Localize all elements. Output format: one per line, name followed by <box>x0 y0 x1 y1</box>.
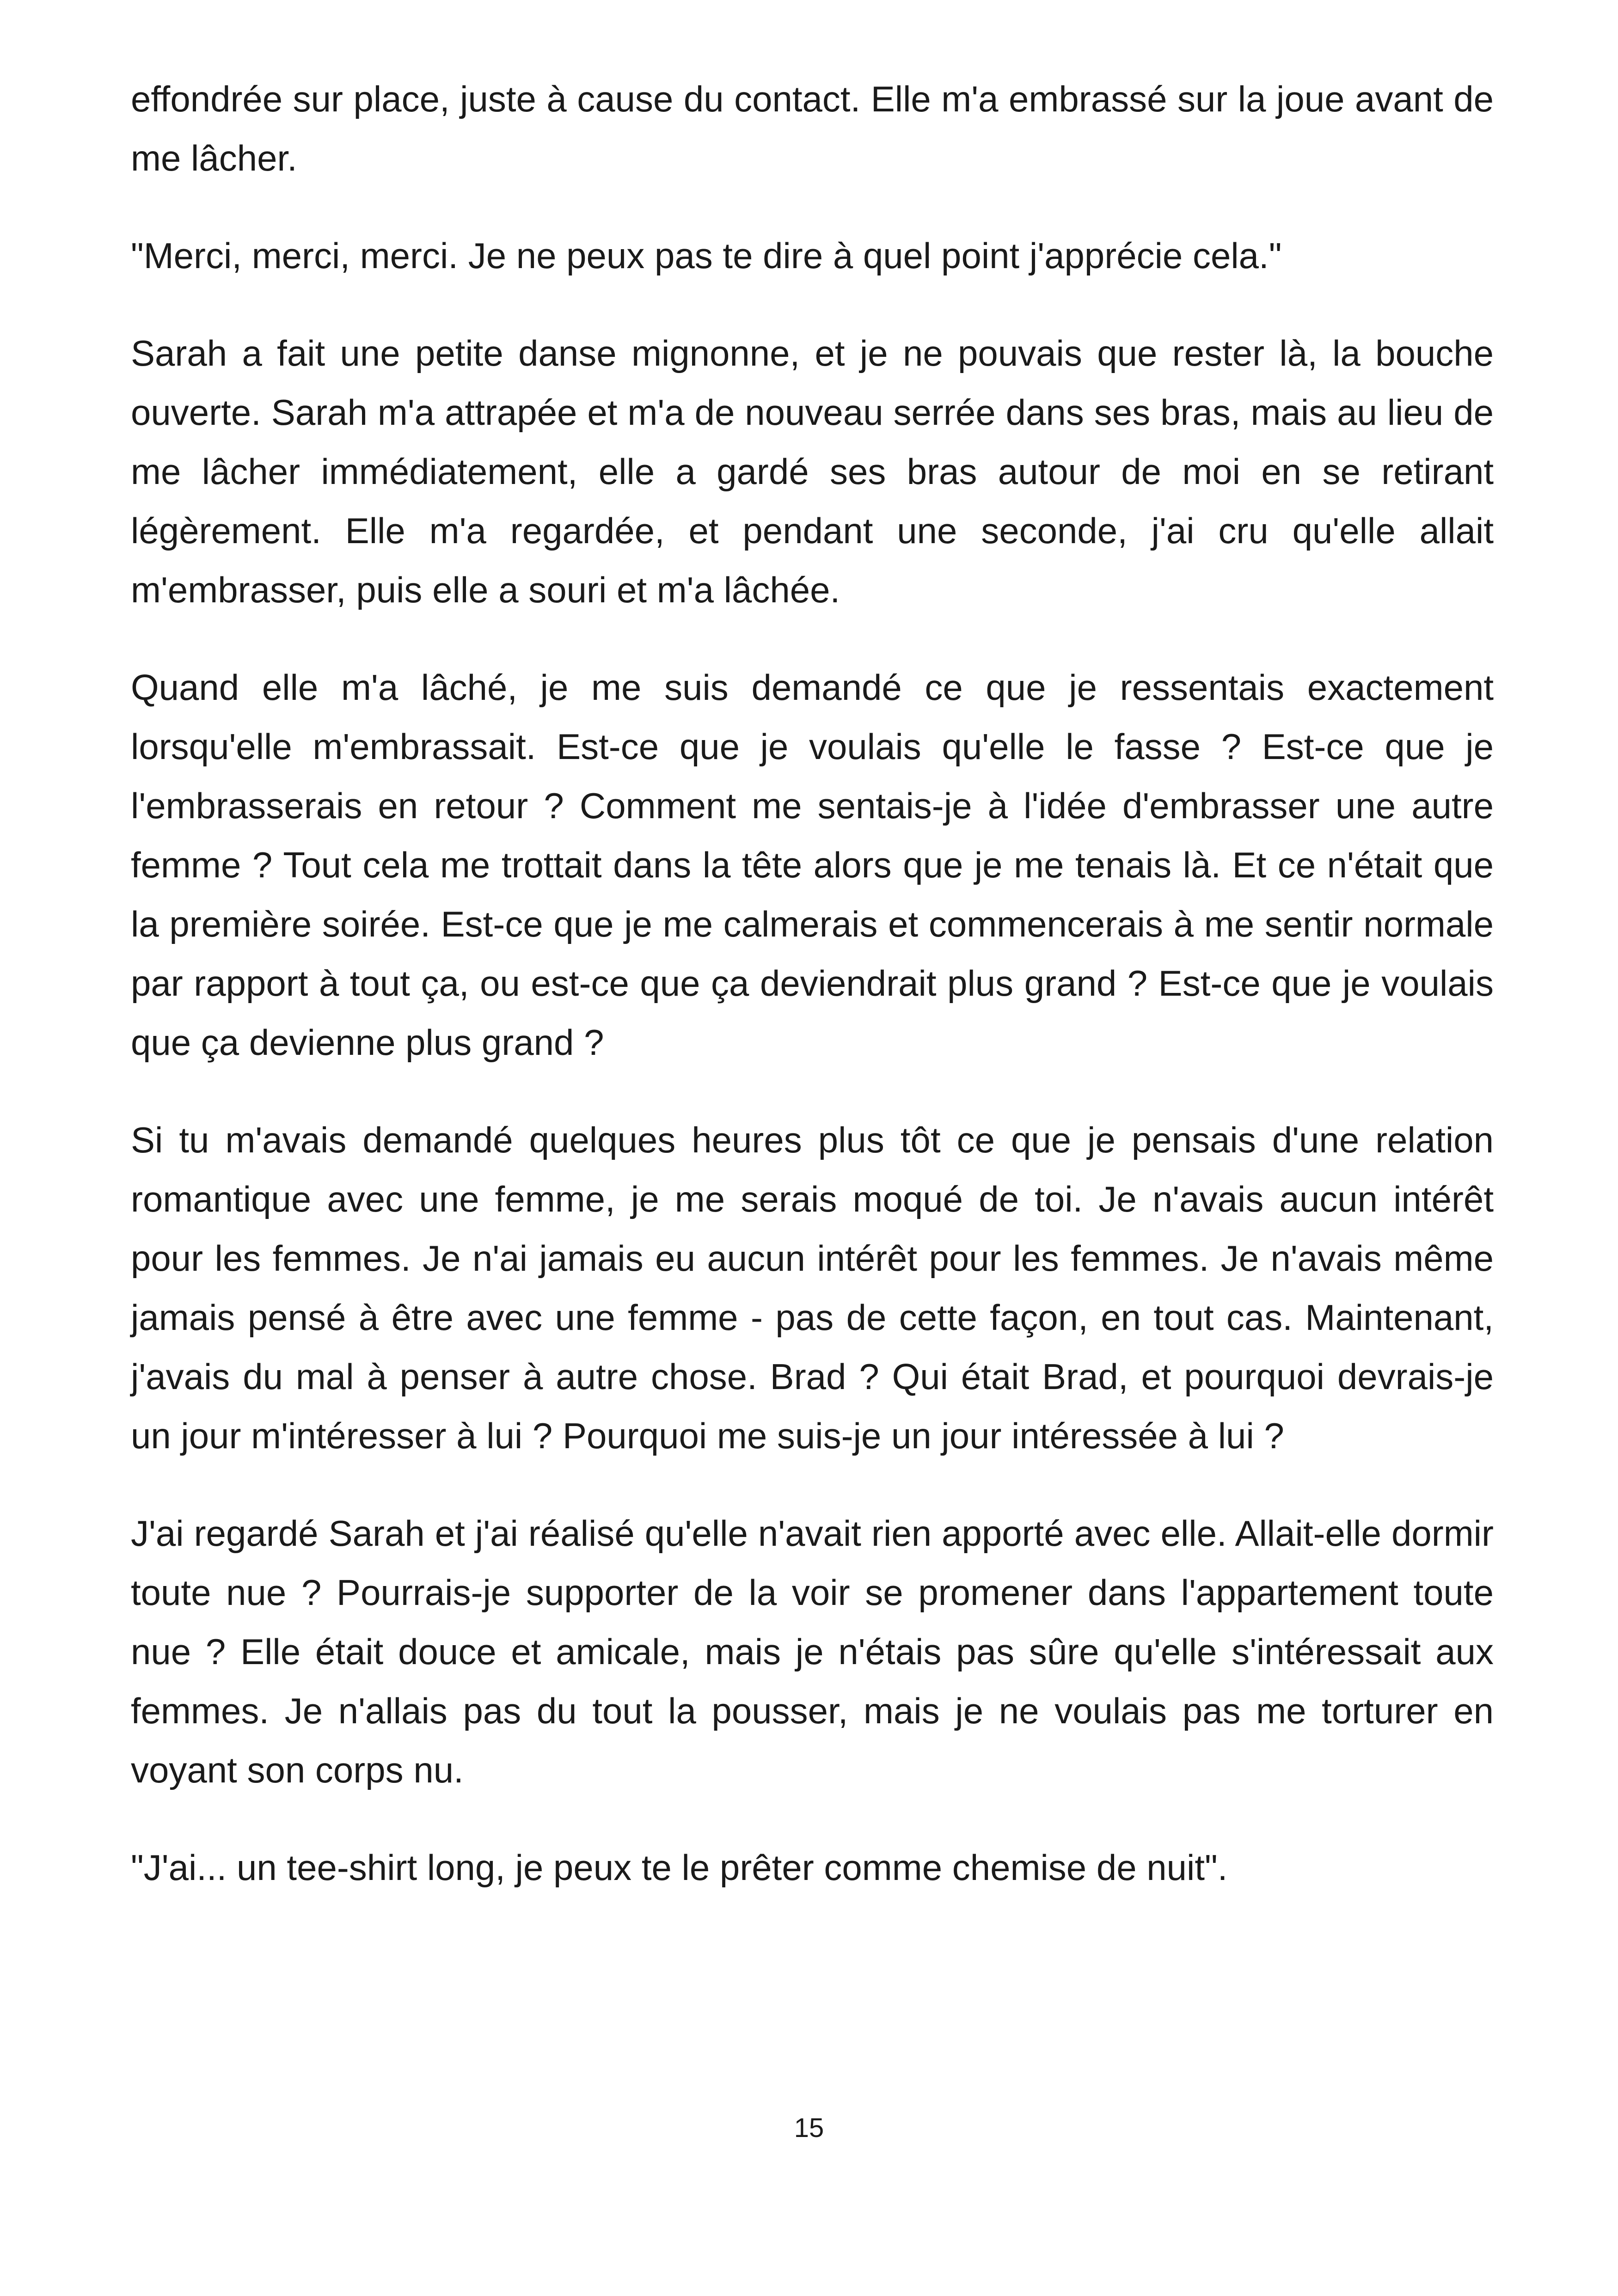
page-number: 15 <box>794 2113 824 2143</box>
paragraph: effondrée sur place, juste à cause du contact. Elle m'a embrassé sur la joue avant de me lâcher. <box>131 79 1494 178</box>
paragraph: "Merci, merci, merci. Je ne peux pas te dire à quel point j'apprécie cela." <box>131 235 1282 276</box>
paragraph: Sarah a fait une petite danse mignonne, et je ne pouvais que rester là, la bouche ouverte. Sarah m'a attrapée et m'a de nouveau serrée dans ses bras, mais au lieu de me lâcher immédiatement, elle a gardé ses bras autour de moi en se retirant légèrement. Elle m'a regardée, et pendant une seconde, j'ai cru qu'elle allait m'embrasser, puis elle a souri et m'a lâchée. <box>131 333 1494 610</box>
paragraph: Si tu m'avais demandé quelques heures plus tôt ce que je pensais d'une relation romantique avec une femme, je me serais moqué de toi. Je n'avais aucun intérêt pour les femmes. Je n'ai jamais eu aucun intérêt pour les femmes. Je n'avais même jamais pensé à être avec une femme - pas de cette façon, en tout cas. Maintenant, j'avais du mal à penser à autre chose. Brad ? Qui était Brad, et pourquoi devrais-je un jour m'intéresser à lui ? Pourquoi me suis-je un jour intéressée à lui ? <box>131 1120 1494 1456</box>
paragraph: J'ai regardé Sarah et j'ai réalisé qu'elle n'avait rien apporté avec elle. Allait-elle dormir toute nue ? Pourrais-je supporter de la voir se promener dans l'appartement toute nue ? Elle était douce et amicale, mais je n'étais pas sûre qu'elle s'intéressait aux femmes. Je n'allais pas du tout la pousser, mais je ne voulais pas me torturer en voyant son corps nu. <box>131 1513 1494 1790</box>
paragraph: "J'ai... un tee-shirt long, je peux te le prêter comme chemise de nuit". <box>131 1847 1228 1888</box>
text-body <box>131 69 1494 1935</box>
paragraph: Quand elle m'a lâché, je me suis demandé ce que je ressentais exactement lorsqu'elle m'embrassait. Est-ce que je voulais qu'elle le fasse ? Est-ce que je l'embrasserais en retour ? Comment me sentais-je à l'idée d'embrasser une autre femme ? Tout cela me trottait dans la tête alors que je me tenais là. Et ce n'était que la première soirée. Est-ce que je me calmerais et commencerais à me sentir normale par rapport à tout ça, ou est-ce que ça deviendrait plus grand ? Est-ce que je voulais que ça devienne plus grand ? <box>131 667 1494 1063</box>
